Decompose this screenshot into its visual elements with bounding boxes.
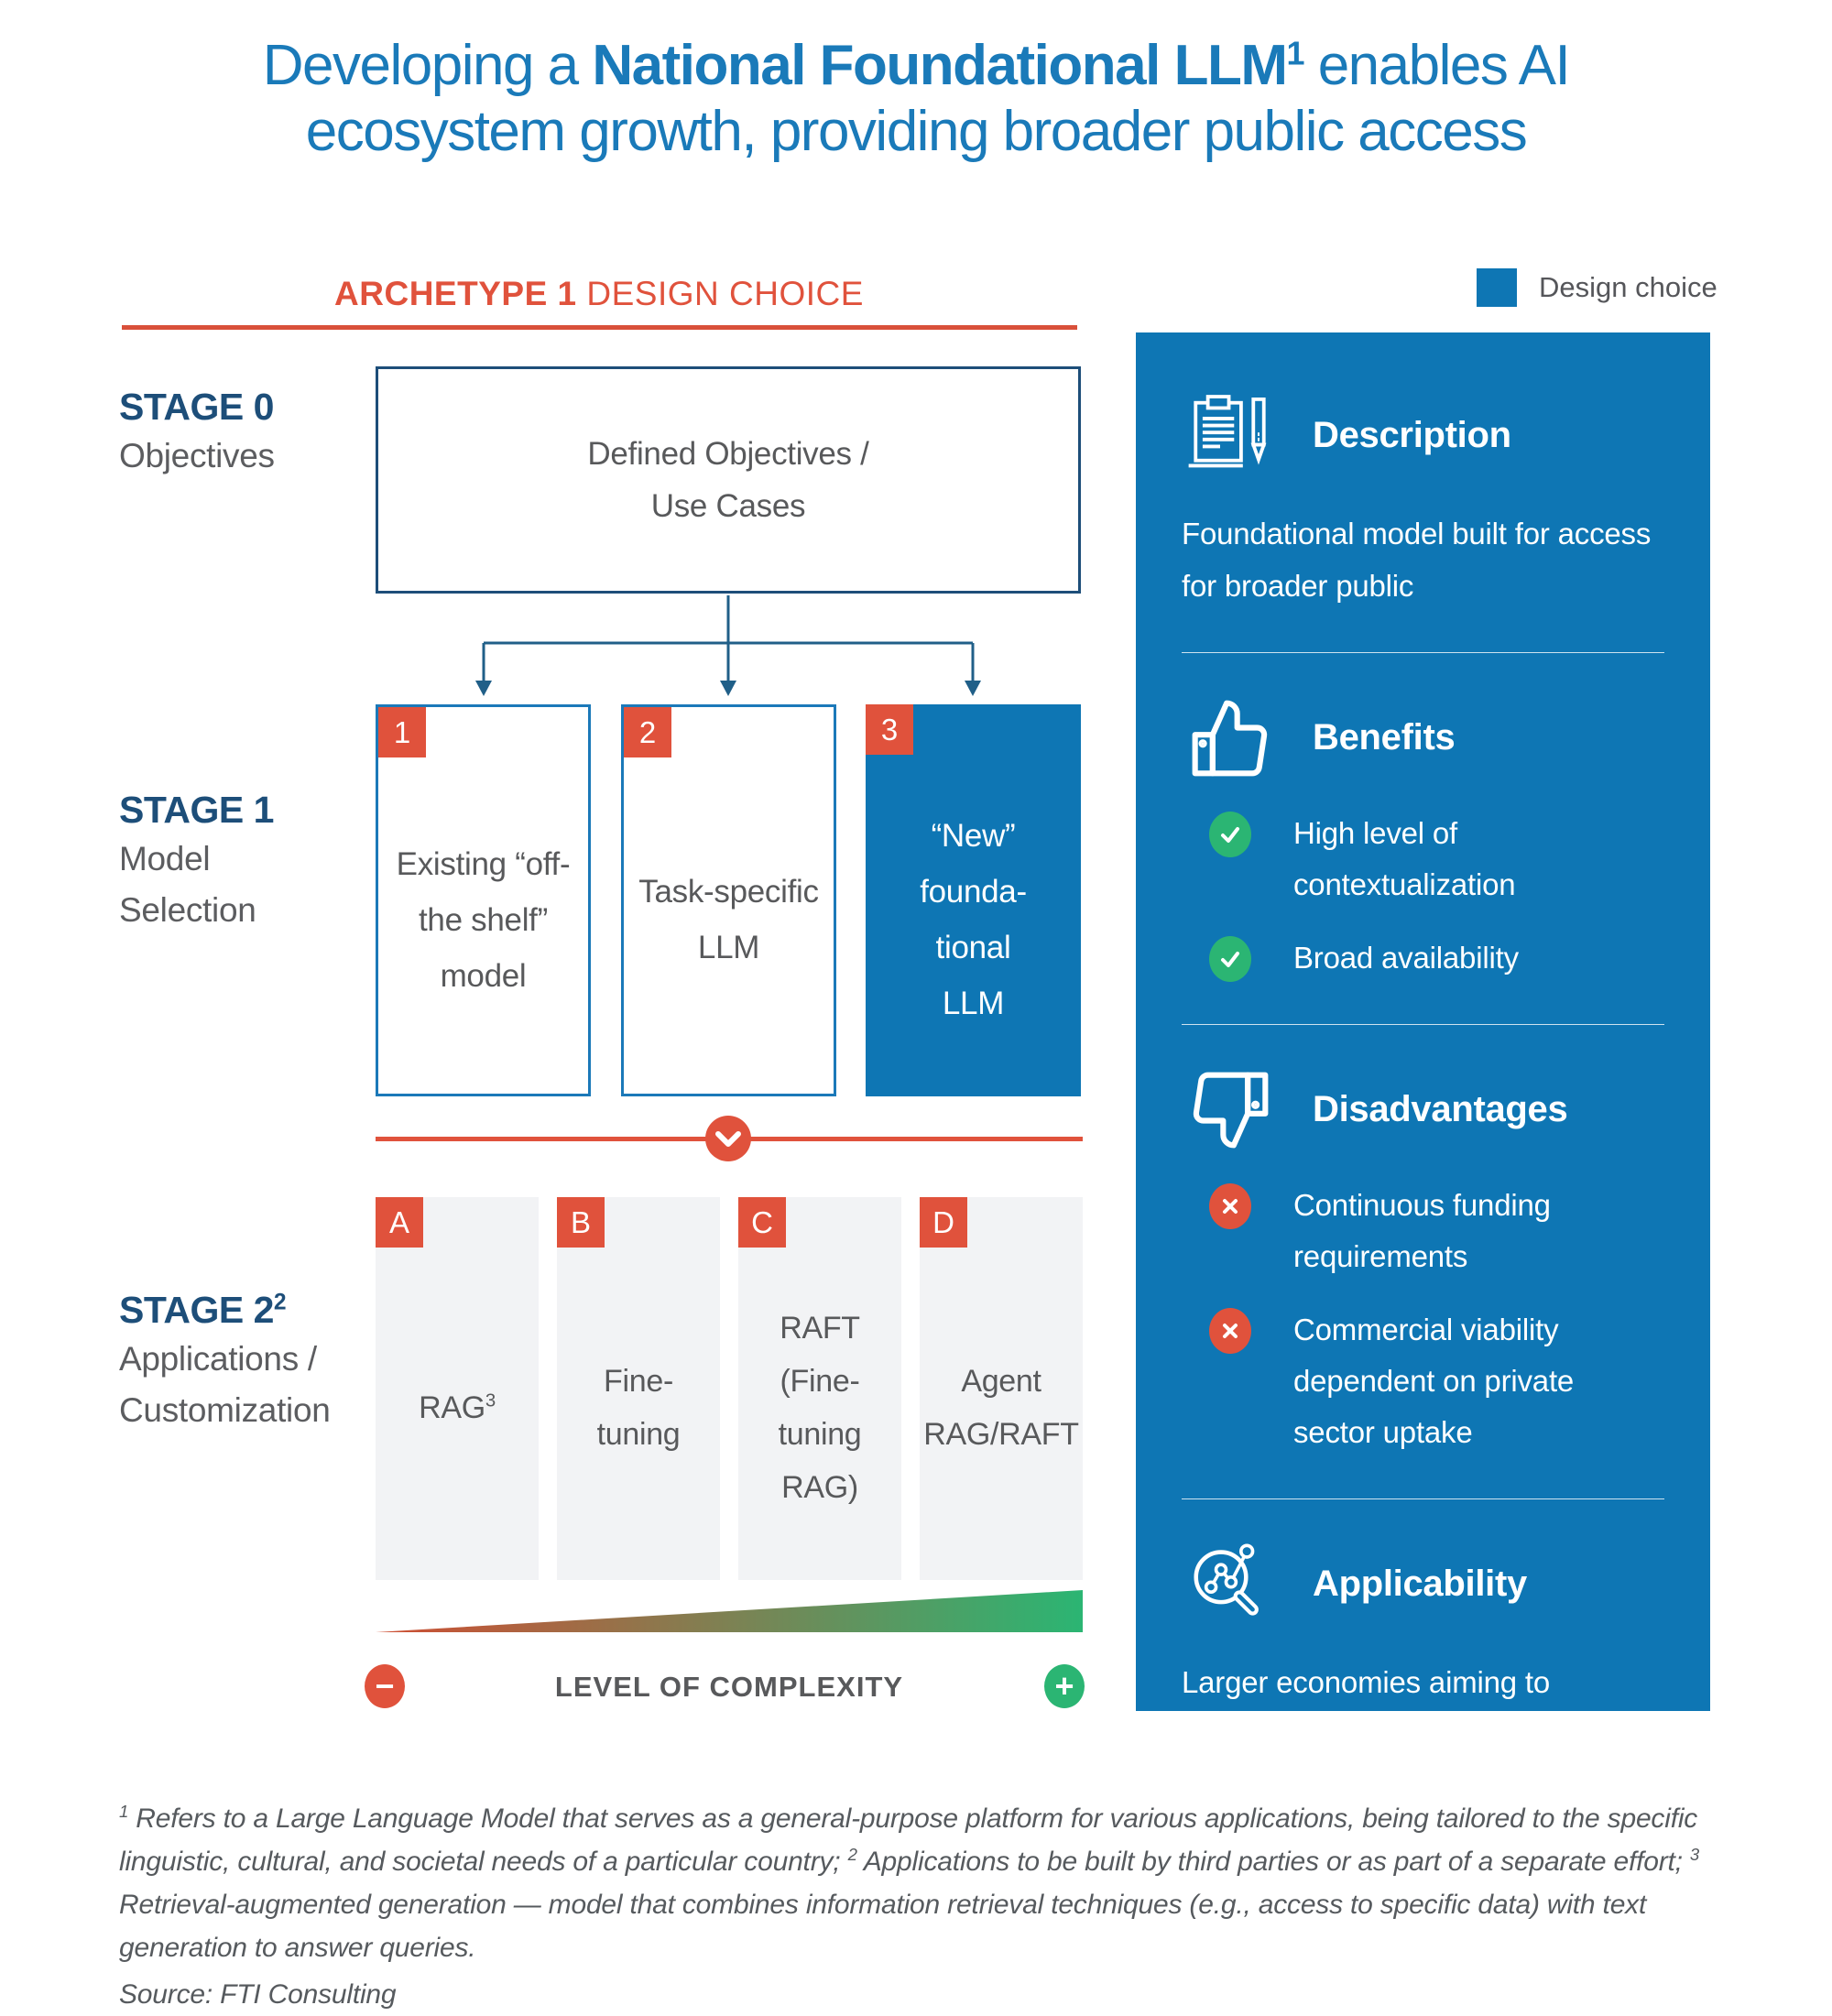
stage-subtitle: Selection <box>119 891 256 929</box>
model-option-label: “New” founda- tional LLM <box>920 818 1027 1021</box>
description-section-header <box>1182 387 1664 484</box>
benefit-item <box>1209 808 1664 910</box>
footnote-marker-2: 2 <box>273 1290 287 1315</box>
plus-icon: + <box>1054 1667 1074 1705</box>
benefit-text: Broad availability <box>1293 941 1519 975</box>
customization-box-c <box>738 1197 901 1580</box>
applicability-body: Larger economies aiming to stimulate (private) AI ecosystem <box>1182 1665 1605 1751</box>
archetype-underline <box>122 325 1077 330</box>
benefits-section-header <box>1182 690 1664 786</box>
stage-title: STAGE 0 <box>119 386 274 428</box>
option-number-badge: 1 <box>378 707 426 757</box>
model-option-box-3-selected <box>866 704 1081 1096</box>
page-title <box>0 33 1832 165</box>
section-heading: Applicability <box>1313 1564 1527 1604</box>
section-heading: Description <box>1313 415 1511 455</box>
section-heading: Disadvantages <box>1313 1089 1568 1129</box>
option-letter-badge: A <box>376 1197 423 1248</box>
stage-1-label <box>119 786 274 936</box>
customization-label: RAG$^3$ <box>419 1390 496 1425</box>
stage-subtitle: Objectives <box>119 437 275 474</box>
model-option-label: Existing “off- the shelf” model <box>396 845 571 994</box>
option-letter-badge: D <box>920 1197 967 1248</box>
stage-title: STAGE $2^2$ <box>119 1289 287 1331</box>
footnote-marker-1: 1 <box>1286 34 1303 72</box>
panel-divider <box>1182 652 1664 653</box>
title-line-1 <box>0 33 1832 99</box>
chevron-down-badge <box>705 1116 751 1161</box>
customization-box-d <box>920 1197 1083 1580</box>
stage-title: STAGE 1 <box>119 789 274 831</box>
footnote-text <box>119 1797 1720 2016</box>
disadvantages-section-header <box>1182 1062 1664 1158</box>
model-option-box-2 <box>621 704 836 1096</box>
minus-icon: − <box>375 1667 395 1705</box>
thumbs-down-icon <box>1182 1062 1278 1158</box>
option-number-badge: 2 <box>624 707 671 757</box>
option-letter-badge: B <box>557 1197 605 1248</box>
complexity-gradient <box>376 1590 1083 1632</box>
stage-0-label <box>119 383 275 482</box>
title-text: enables AI <box>1303 34 1570 97</box>
clipboard-pen-icon <box>1182 387 1278 484</box>
benefit-text: High level of contextualization <box>1293 816 1516 901</box>
stage-subtitle: Applications / <box>119 1340 317 1378</box>
design-choice-panel <box>1136 332 1710 1751</box>
complexity-label: LEVEL OF COMPLEXITY <box>554 1671 904 1703</box>
description-body: Foundational model built for access for broader public <box>1182 517 1652 603</box>
thumbs-up-icon <box>1182 690 1278 786</box>
design-choice-swatch <box>1477 268 1517 307</box>
magnifier-nodes-icon <box>1182 1536 1278 1632</box>
archetype-number: ARCHETYPE 1 <box>334 275 577 312</box>
model-option-label: Task-specific LLM <box>638 874 819 965</box>
stage-subtitle: Customization <box>119 1391 331 1429</box>
chevron-down-icon <box>705 1116 751 1161</box>
check-icon <box>1209 936 1251 982</box>
customization-box-b <box>557 1197 720 1580</box>
disadvantage-item <box>1209 1180 1664 1282</box>
disadvantage-text: Commercial viability dependent on private sector uptake <box>1293 1313 1575 1449</box>
option-letter-badge: C <box>738 1197 786 1248</box>
disadvantage-text: Continuous funding requirements <box>1293 1188 1551 1273</box>
source-line: Source: FTI Consulting <box>119 1979 397 2010</box>
customization-label: RAFT (Fine- tuning RAG) <box>778 1311 862 1505</box>
legend-label: Design choice <box>1539 271 1718 303</box>
disadvantage-item <box>1209 1304 1664 1458</box>
section-heading: Benefits <box>1313 717 1456 757</box>
panel-divider <box>1182 1024 1664 1025</box>
archetype-subtitle: DESIGN CHOICE <box>576 275 864 312</box>
cross-icon <box>1209 1308 1251 1354</box>
legend <box>1477 268 1718 307</box>
objectives-box <box>376 366 1081 594</box>
title-line-2: ecosystem growth, providing broader public access <box>305 100 1527 163</box>
option-number-badge: 3 <box>866 704 913 755</box>
applicability-section-header <box>1182 1536 1664 1632</box>
branch-connector <box>376 595 1081 703</box>
customization-box-a <box>376 1197 539 1580</box>
model-option-box-1 <box>376 704 591 1096</box>
footnote-marker-3: 3 <box>485 1390 496 1411</box>
customization-label: Fine- tuning <box>596 1364 681 1452</box>
customization-label: Agent RAG/RAFT <box>923 1364 1079 1452</box>
objectives-box-line: Use Cases <box>650 488 806 524</box>
title-bold-text: National Foundational LLM <box>592 34 1287 97</box>
plus-badge <box>1044 1664 1085 1708</box>
archetype-heading <box>119 275 1079 313</box>
panel-divider <box>1182 1498 1664 1499</box>
cross-icon <box>1209 1183 1251 1229</box>
footnote-paragraph: $^1$ Refers to a Large Language Model that serves as a general-purpose platform for various applications, being tailored to the specific linguistic, cultural, and societal needs of a particular country; $^2$ Applications to be built by third parties or as part of a separate effort; $^3$ Retrieval-augmented generation — model that combines information retrieval techniques (e.g., access to specific data) with text generation to answer queries. <box>119 1802 1700 1963</box>
stage-subtitle: Model <box>119 840 211 877</box>
stage-2-label <box>119 1286 331 1436</box>
check-icon <box>1209 812 1251 857</box>
title-text: Developing a <box>262 34 593 97</box>
objectives-box-line: Defined Objectives / <box>587 436 869 472</box>
benefit-item <box>1209 932 1664 984</box>
